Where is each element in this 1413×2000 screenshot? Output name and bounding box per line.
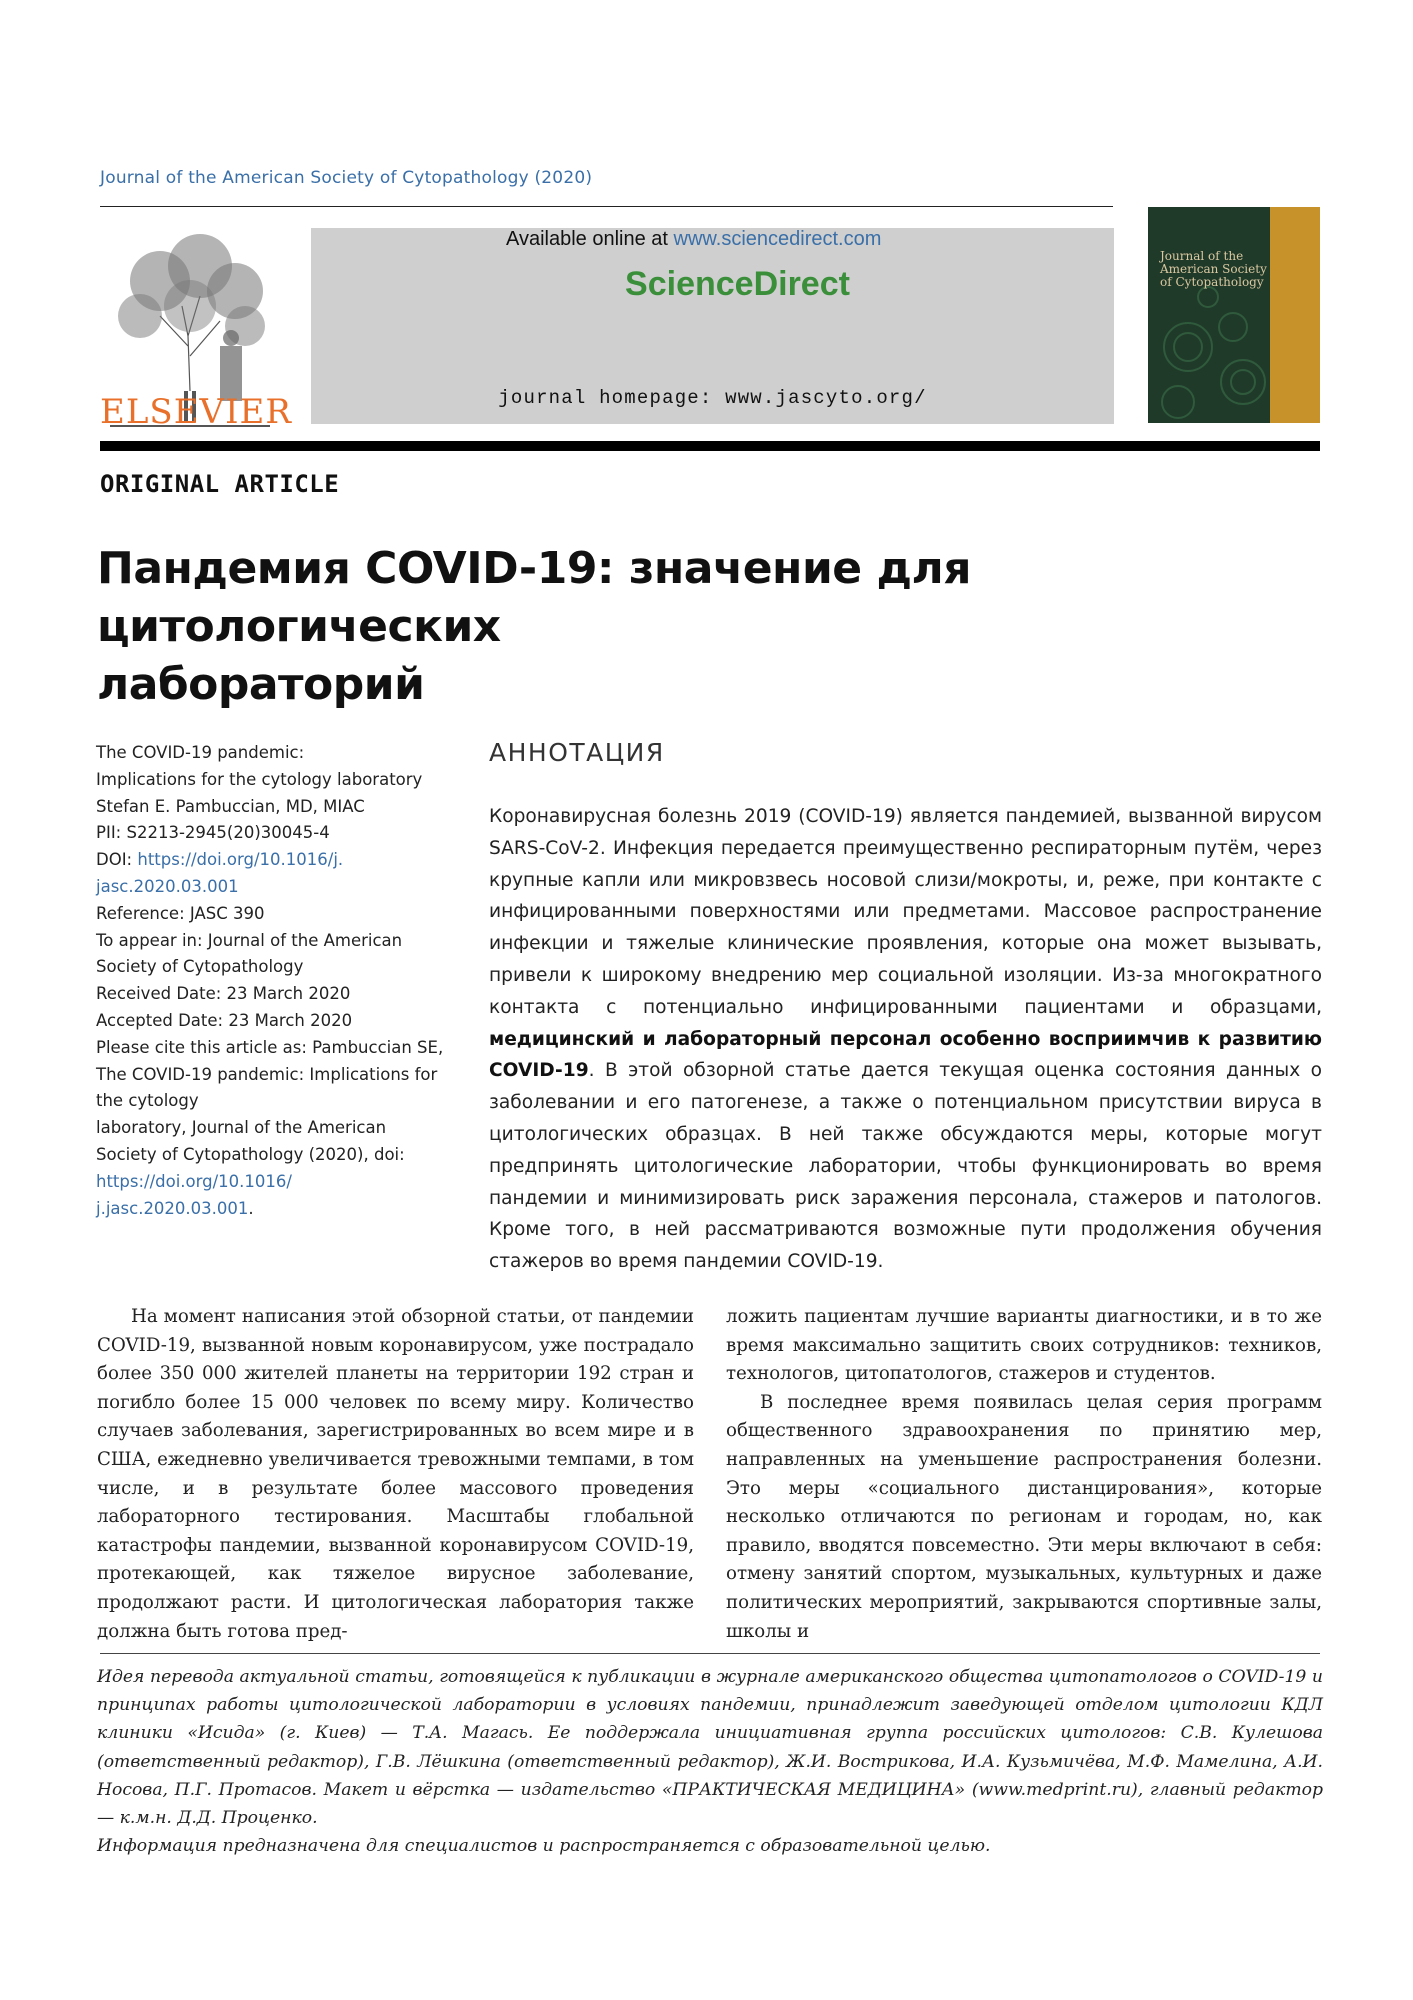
footnote-paragraph: Идея перевода актуальной статьи, готовящейся к публикации в журнале американского общества цитопатологов о COVID-19 и принципах работы цитологической лаборатории в условиях пандемии, принадлежит заведующей отделом цитологии КДЛ клиники «Исида» (г. Киев) — Т.А. Магась. Ее поддержала инициативная группа российских цитологов: С.В. Кулешова (ответственный редактор), Г.В. Лёшкина (ответственный редактор), Ж.И. Вострикова, И.А. Кузьмичёва, М.Ф. Мамелина, А.И. Носова, П.Г. Протасов. Макет и вёрстка — издательство «ПРАКТИЧЕСКАЯ МЕДИЦИНА» (www.medprint.ru), главный редактор — к.м.н. Д.Д. Проценко.: [97, 1667, 1323, 1829]
doi-link-continued[interactable]: jasc.2020.03.001: [96, 876, 239, 896]
body-column-right: [726, 1303, 1322, 1646]
meta-line: Accepted Date: 23 March 2020: [96, 1010, 353, 1030]
translation-footnote: [97, 1663, 1323, 1860]
article-title-line: Пандемия COVID-19: значение для цитологических: [97, 543, 971, 652]
meta-line: The COVID-19 pandemic:: [96, 743, 305, 762]
cite-end: .: [248, 1198, 254, 1218]
meta-line: Please cite this article as: Pambuccian SE,: [96, 1037, 444, 1057]
footnote-paragraph: Информация предназначена для специалистов и распространяется с образовательной целью.: [97, 1836, 991, 1857]
article-title: [97, 540, 1297, 714]
body-paragraph: В последнее время появилась целая серия программ общественного здравоохранения по принятию мер, направленных на уменьшение распространения болезни. Это меры «социального дистанцирования», которые несколько отличаются по регионам и городам, но, как правило, вводятся повсеместно. Эти меры включают в себя: отмену занятий спортом, музыкальных, культурных и даже политических мероприятий, закрываются спортивные залы, школы и: [726, 1391, 1322, 1642]
article-title-line: лабораторий: [97, 659, 425, 710]
meta-line: the cytology: [96, 1091, 199, 1111]
meta-line: Implications for the cytology laboratory: [96, 769, 423, 789]
doi-label: DOI:: [96, 850, 138, 870]
journal-cover-spine: [1270, 207, 1320, 423]
meta-line: PII: S2213-2945(20)30045-4: [96, 823, 330, 843]
meta-line: The COVID-19 pandemic: Implications for: [96, 1064, 438, 1084]
abstract-bold-part: медицинский и лабораторный персонал особенно восприимчив к развитию COVID-19: [489, 1028, 1322, 1082]
elsevier-wordmark: ELSEVIER: [100, 392, 292, 432]
available-online-label: Available online at: [506, 228, 674, 250]
abstract-text: [489, 801, 1322, 1278]
abstract-heading: АННОТАЦИЯ: [489, 738, 665, 767]
meta-doi-line: [96, 847, 436, 874]
journal-header-line: Journal of the American Society of Cytopathology (2020): [100, 168, 593, 188]
header-rule: [100, 206, 1113, 207]
sciencedirect-link[interactable]: www.sciencedirect.com: [673, 228, 882, 250]
abstract-part: Коронавирусная болезнь 2019 (COVID-19) является пандемией, вызванной вирусом SARS-CoV-2. Инфекция передается преимущественно респираторным путём, через крупные капли или микровзвесь носовой слизи/мокроты, и, реже, при контакте с инфицированными поверхностями или предметами. Массовое распространение инфекции и тяжелые клинические проявления, которые она может вызывать, привели к широкому внедрению мер социальной изоляции. Из-за многократного контакта с потенциально инфицированными пациентами и образцами,: [489, 806, 1322, 1018]
doi-link[interactable]: https://doi.org/10.1016/j.: [137, 850, 344, 870]
cite-link-line: [96, 1196, 436, 1223]
abstract-part: . В этой обзорной статье дается текущая оценка состояния данных о заболевании и его патогенезе, а также о потенциальном присутствии вируса в цитологических образцах. В ней также обсуждаются меры, которые могут предпринять цитологические лаборатории, чтобы функционировать во время пандемии и минимизировать риск заражения персонала, стажеров и патологов. Кроме того, в ней рассматриваются возможные пути продолжения обучения стажеров во время пандемии COVID-19.: [489, 1060, 1322, 1273]
meta-line: Society of Cytopathology: [96, 957, 304, 977]
body-column-left: [97, 1303, 694, 1646]
cite-link-continued[interactable]: j.jasc.2020.03.001: [96, 1198, 249, 1218]
body-paragraph: ложить пациентам лучшие варианты диагностики, и в то же время максимально защитить своих сотрудников: техников, технологов, цитопатологов, стажеров и студентов.: [726, 1306, 1322, 1385]
meta-line: Received Date: 23 March 2020: [96, 984, 351, 1004]
body-paragraph: На момент написания этой обзорной статьи, от пандемии COVID-19, вызванной новым коронавирусом, уже пострадало более 350 000 жителей планеты на территории 192 стран и погибло более 15 000 человек по всему миру. Количество случаев заболевания, зарегистрированных во всем мире и в США, ежедневно увеличивается тревожными темпами, в том числе, и в результате более массового проведения лабораторного тестирования. Масштабы глобальной катастрофы пандемии, вызванной коронавирусом COVID-19, протекающей, как тяжелое вирусное заболевание, продолжают расти. И цитологическая лаборатория также должна быть готова пред-: [97, 1306, 694, 1642]
cite-link[interactable]: https://doi.org/10.1016/: [96, 1171, 292, 1191]
meta-line: Reference: JASC 390: [96, 903, 265, 923]
meta-line: laboratory, Journal of the American: [96, 1118, 387, 1138]
section-label: ORIGINAL ARTICLE: [100, 470, 340, 498]
header-thick-rule: [100, 441, 1320, 451]
article-metadata: [96, 740, 444, 1222]
sciencedirect-logo: ScienceDirect: [625, 265, 850, 303]
journal-homepage[interactable]: journal homepage: www.jascyto.org/: [498, 387, 927, 409]
footnote-rule: [100, 1653, 1320, 1654]
meta-line: Society of Cytopathology (2020), doi:: [96, 1144, 405, 1164]
journal-cover-title: Journal of the American Society of Cytopathology: [1160, 249, 1267, 289]
meta-line: Stefan E. Pambuccian, MD, MIAC: [96, 796, 365, 816]
meta-line: To appear in: Journal of the American: [96, 930, 403, 950]
